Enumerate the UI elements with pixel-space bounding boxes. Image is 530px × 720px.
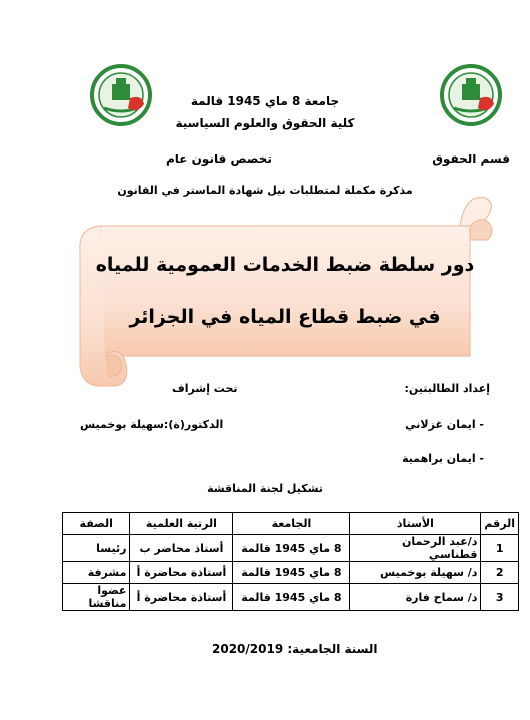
table-row xyxy=(63,535,519,562)
supervisor-label: تحت إشراف xyxy=(172,382,238,395)
column-header-university: الجامعة xyxy=(233,513,350,535)
table-row xyxy=(63,584,519,611)
student-name-2: - ايمان براهمية xyxy=(402,452,484,465)
column-header-rank: الرتبة العلمية xyxy=(130,513,233,535)
cell-number: 1 xyxy=(481,535,519,562)
faculty-name: كلية الحقوق والعلوم السياسية xyxy=(175,116,355,130)
table-header-row xyxy=(63,513,519,535)
department-label: قسم الحقوق xyxy=(432,152,510,166)
thesis-title-line2: في ضبط قطاع المياه في الجزائر xyxy=(129,306,441,328)
cell-professor: د/ سماح فارة xyxy=(350,584,481,611)
thesis-title-line1: دور سلطة ضبط الخدمات العمومية للمياه xyxy=(95,254,475,276)
title-scroll-banner xyxy=(60,196,510,392)
cell-university: 8 ماي 1945 قالمة xyxy=(233,535,350,562)
cell-professor: د/ سهيلة بوخميس xyxy=(350,562,481,584)
student-name-1: - ايمان غزلاني xyxy=(405,418,484,431)
cell-rank: أستاذة محاضرة أ xyxy=(130,562,233,584)
table-row xyxy=(63,562,519,584)
cell-number: 2 xyxy=(481,562,519,584)
cell-role: مشرفة xyxy=(63,562,130,584)
cell-number: 3 xyxy=(481,584,519,611)
column-header-number: الرقم xyxy=(481,513,519,535)
cell-professor: د/عبد الرحمان قطناسي xyxy=(350,535,481,562)
column-header-role: الصفة xyxy=(63,513,130,535)
cell-rank: أستاذة محاضرة أ xyxy=(130,584,233,611)
cell-role: عضوا مناقشا xyxy=(63,584,130,611)
memo-text: مذكرة مكملة لمتطلبات نيل شهادة الماستر في القانون xyxy=(117,184,413,197)
academic-year-label: السنة الجامعية: xyxy=(287,642,378,656)
students-label: إعداد الطالبتين: xyxy=(404,382,490,395)
cell-rank: أستاذ محاضر ب xyxy=(130,535,233,562)
university-name: جامعة 8 ماي 1945 قالمة xyxy=(190,94,340,108)
specialty-label: تخصص قانون عام xyxy=(166,152,272,166)
supervisor-name: الدكتور(ة):سهيلة بوخميس xyxy=(80,418,224,431)
committee-table xyxy=(62,512,519,611)
academic-year xyxy=(212,642,378,656)
cell-university: 8 ماي 1945 قالمة xyxy=(233,562,350,584)
cell-role: رئيسا xyxy=(63,535,130,562)
academic-year-value: 2020/2019 xyxy=(212,642,284,656)
column-header-professor: الأستاذ xyxy=(350,513,481,535)
committee-heading: تشكيل لجنة المناقشة xyxy=(207,482,323,495)
cell-university: 8 ماي 1945 قالمة xyxy=(233,584,350,611)
